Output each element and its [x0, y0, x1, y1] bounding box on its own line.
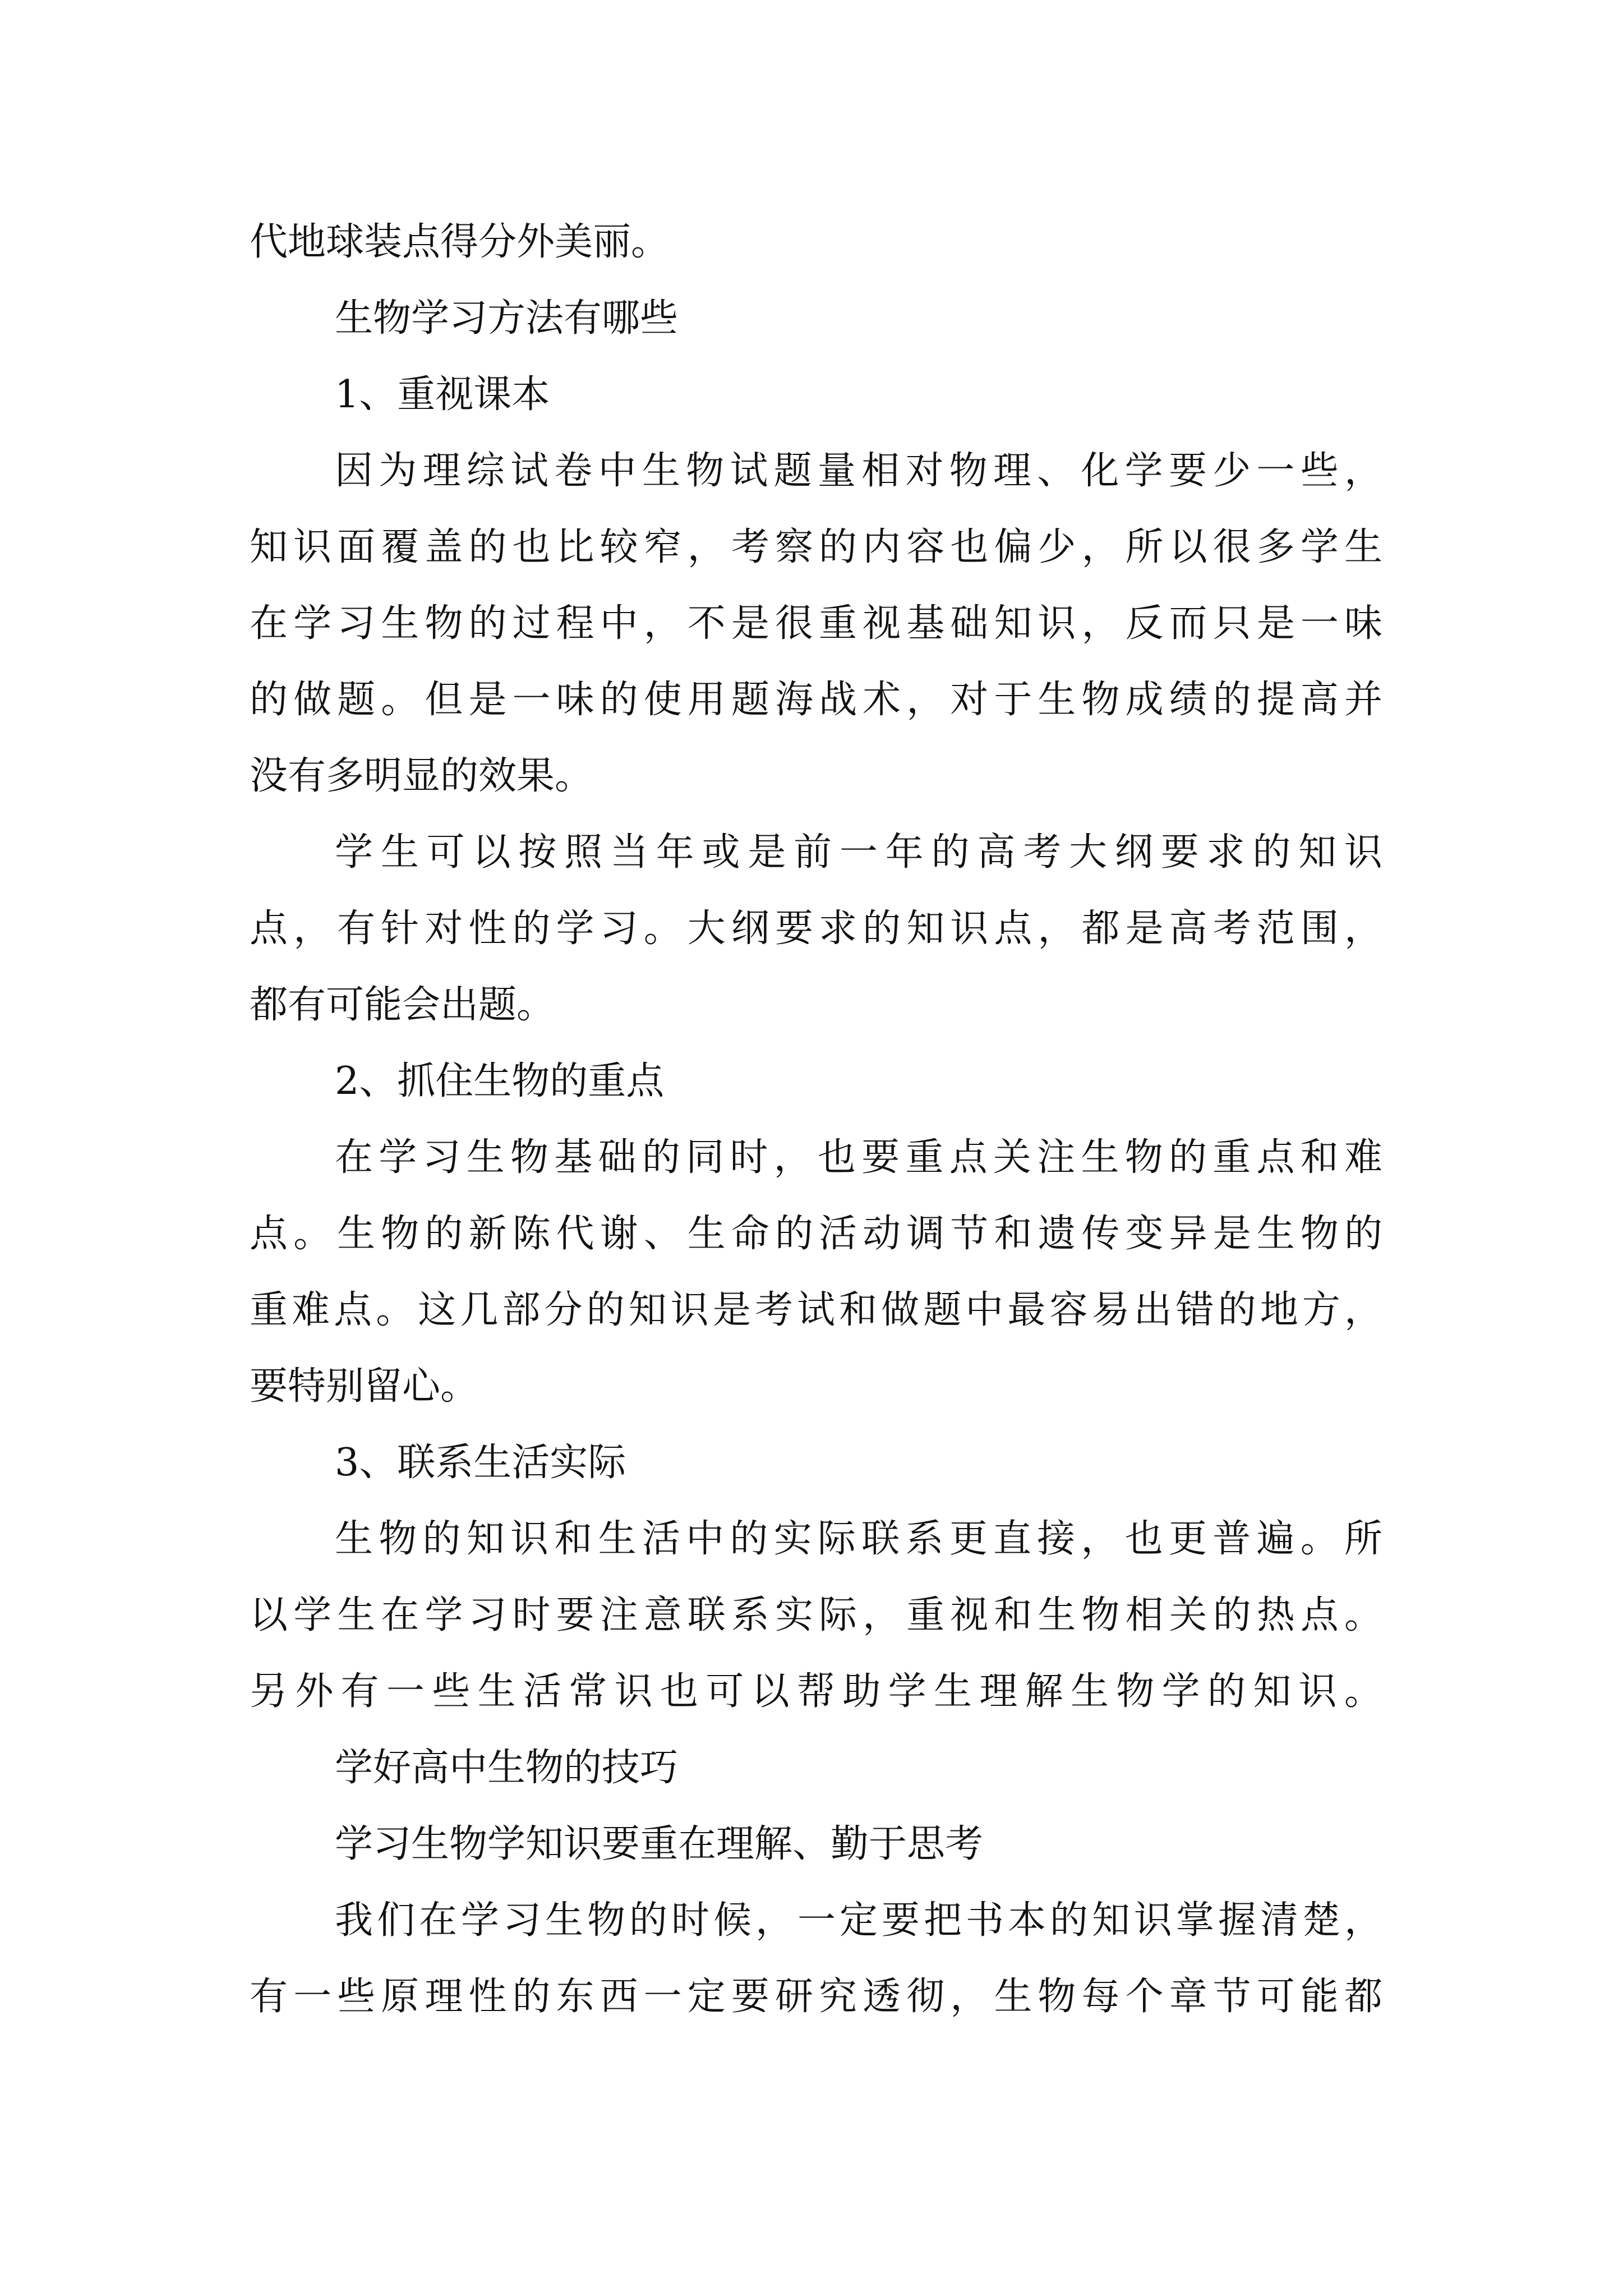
- text-line: 重难点。这几部分的知识是考试和做题中最容易出错的地方，: [250, 1288, 1382, 1332]
- text-line: 都有可能会出题。: [250, 983, 555, 1027]
- text-line: 有一些原理性的东西一定要研究透彻，生物每个章节可能都: [250, 1975, 1382, 2019]
- subheading: 1、重视课本: [335, 372, 550, 417]
- text-line: 我们在学习生物的时候，一定要把书本的知识掌握清楚，: [335, 1898, 1382, 1943]
- section-heading: 生物学习方法有哪些: [335, 296, 679, 341]
- text-line: 点。生物的新陈代谢、生命的活动调节和遗传变异是生物的: [250, 1212, 1382, 1256]
- subheading: 学习生物学知识要重在理解、勤于思考: [335, 1822, 984, 1866]
- text-line: 的做题。但是一味的使用题海战术，对于生物成绩的提高并: [250, 678, 1382, 722]
- text-line: 在学习生物基础的同时，也要重点关注生物的重点和难: [335, 1135, 1382, 1180]
- text-line: 以学生在学习时要注意联系实际，重视和生物相关的热点。: [250, 1593, 1382, 1637]
- subheading: 2、抓住生物的重点: [335, 1059, 665, 1103]
- text-line: 在学习生物的过程中，不是很重视基础知识，反而只是一味: [250, 601, 1382, 646]
- text-line: 代地球装点得分外美丽。: [250, 220, 670, 264]
- text-line: 知识面覆盖的也比较窄，考察的内容也偏少，所以很多学生: [250, 525, 1382, 569]
- text-line: 学生可以按照当年或是前一年的高考大纲要求的知识: [335, 830, 1382, 875]
- text-line: 点，有针对性的学习。大纲要求的知识点，都是高考范围，: [250, 907, 1382, 951]
- text-line: 要特别留心。: [250, 1364, 479, 1409]
- document-body: [250, 204, 1382, 2035]
- section-heading: 学好高中生物的技巧: [335, 1746, 679, 1790]
- text-line: 没有多明显的效果。: [250, 754, 593, 798]
- text-line: 生物的知识和生活中的实际联系更直接，也更普遍。所: [335, 1517, 1382, 1561]
- subheading: 3、联系生活实际: [335, 1441, 626, 1485]
- text-line: 另外有一些生活常识也可以帮助学生理解生物学的知识。: [250, 1669, 1382, 1714]
- text-line: 因为理综试卷中生物试题量相对物理、化学要少一些，: [335, 449, 1382, 493]
